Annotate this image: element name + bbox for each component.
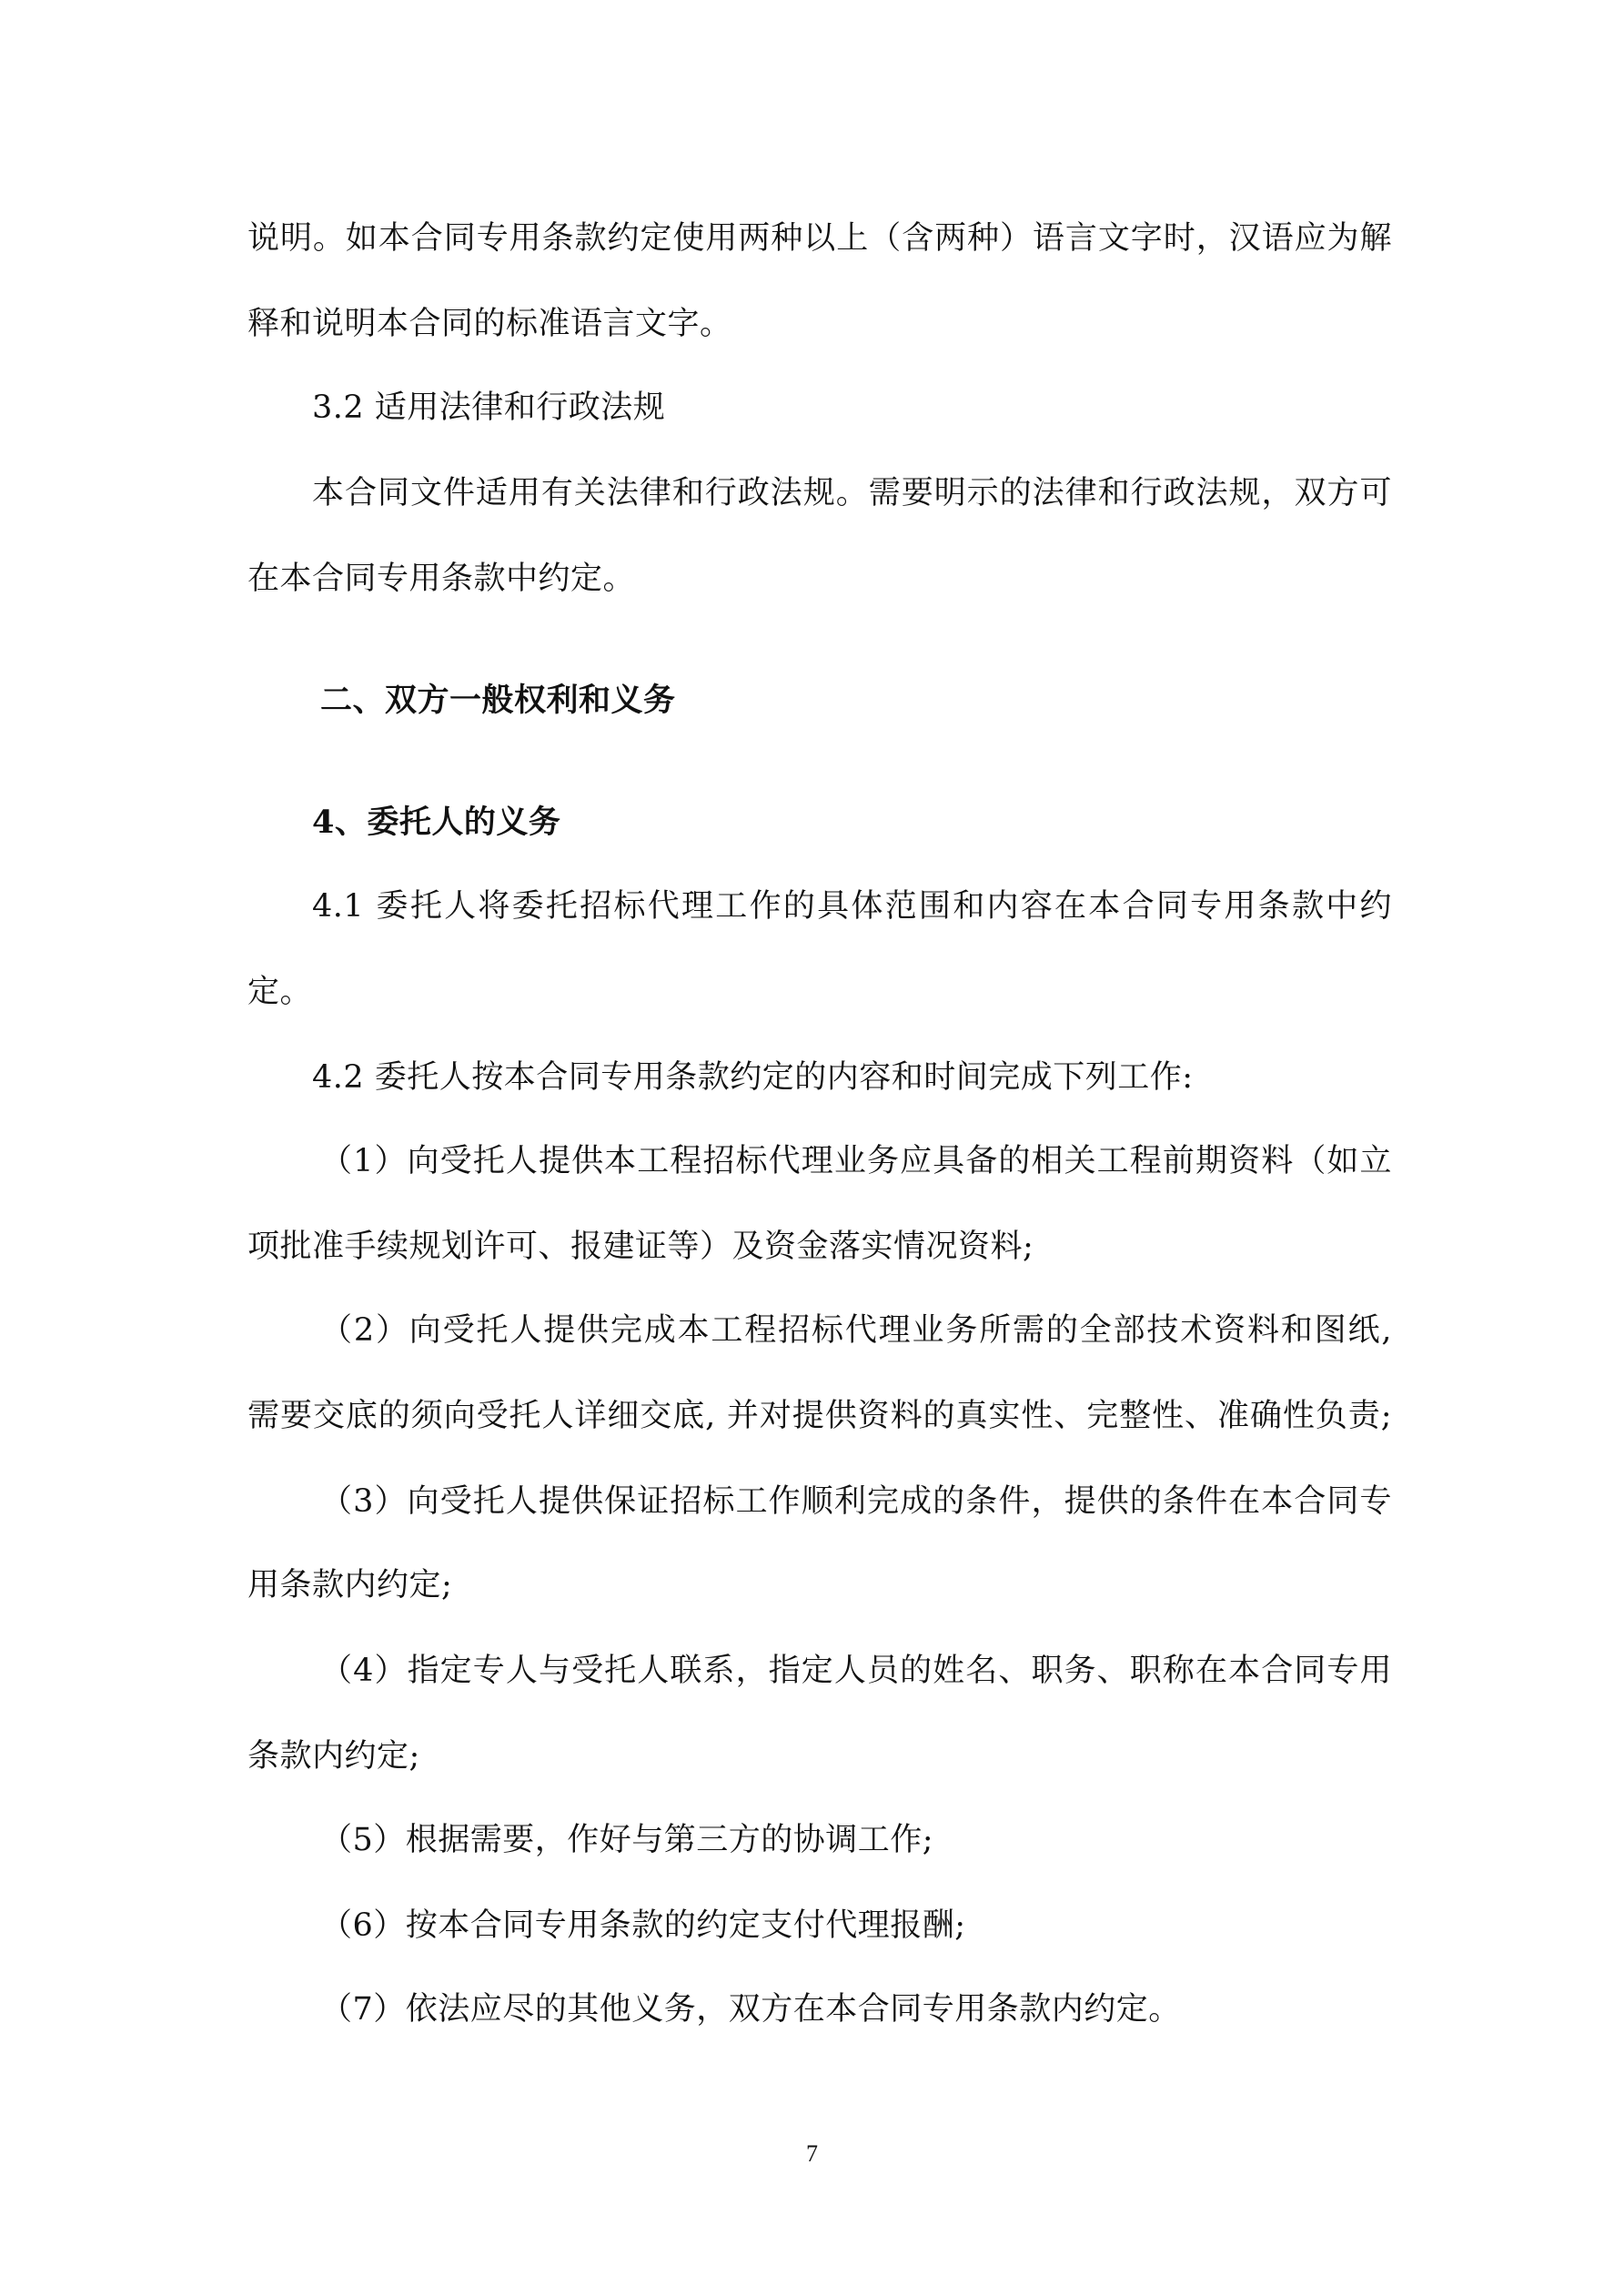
text-line: 4.2 委托人按本合同专用条款约定的内容和时间完成下列工作: [312, 1059, 1194, 1096]
text-line: 说明。如本合同专用条款约定使用两种以上（含两种）语言文字时，汉语应为解 [247, 220, 1392, 257]
text-line: 释和说明本合同的标准语言文字。 [247, 306, 732, 342]
list-item: （3）向受托人提供保证招标工作顺利完成的条件，提供的条件在本合同专 [320, 1483, 1392, 1520]
list-item: （6）按本合同专用条款的约定支付代理报酬; [320, 1907, 966, 1944]
list-item: （7）依法应尽的其他义务，双方在本合同专用条款内约定。 [320, 1991, 1181, 2028]
list-item: （4）指定专人与受托人联系，指定人员的姓名、职务、职称在本合同专用 [320, 1653, 1392, 1689]
page-number: 7 [806, 2140, 818, 2167]
list-item-continued: 项批准手续规划许可、报建证等）及资金落实情况资料; [247, 1229, 1034, 1265]
text-line: 4.1 委托人将委托招标代理工作的具体范围和内容在本合同专用条款中约 [312, 888, 1392, 925]
text-line: 定。 [247, 974, 313, 1010]
section-heading: 二、双方一般权利和义务 [320, 682, 676, 719]
text-line: 本合同文件适用有关法律和行政法规。需要明示的法律和行政法规，双方可 [312, 475, 1392, 511]
clause-heading: 3.2 适用法律和行政法规 [312, 389, 666, 426]
list-item-continued: 用条款内约定; [247, 1567, 453, 1603]
list-item: （1）向受托人提供本工程招标代理业务应具备的相关工程前期资料（如立 [320, 1143, 1392, 1179]
list-item-continued: 需要交底的须向受托人详细交底, 并对提供资料的真实性、完整性、准确性负责; [247, 1398, 1392, 1434]
list-item: （5）根据需要，作好与第三方的协调工作; [320, 1822, 934, 1858]
text-line: 在本合同专用条款中约定。 [247, 561, 636, 597]
list-item: （2）向受托人提供完成本工程招标代理业务所需的全部技术资料和图纸, [320, 1312, 1392, 1349]
subsection-heading: 4、委托人的义务 [312, 804, 561, 841]
list-item-continued: 条款内约定; [247, 1738, 420, 1775]
